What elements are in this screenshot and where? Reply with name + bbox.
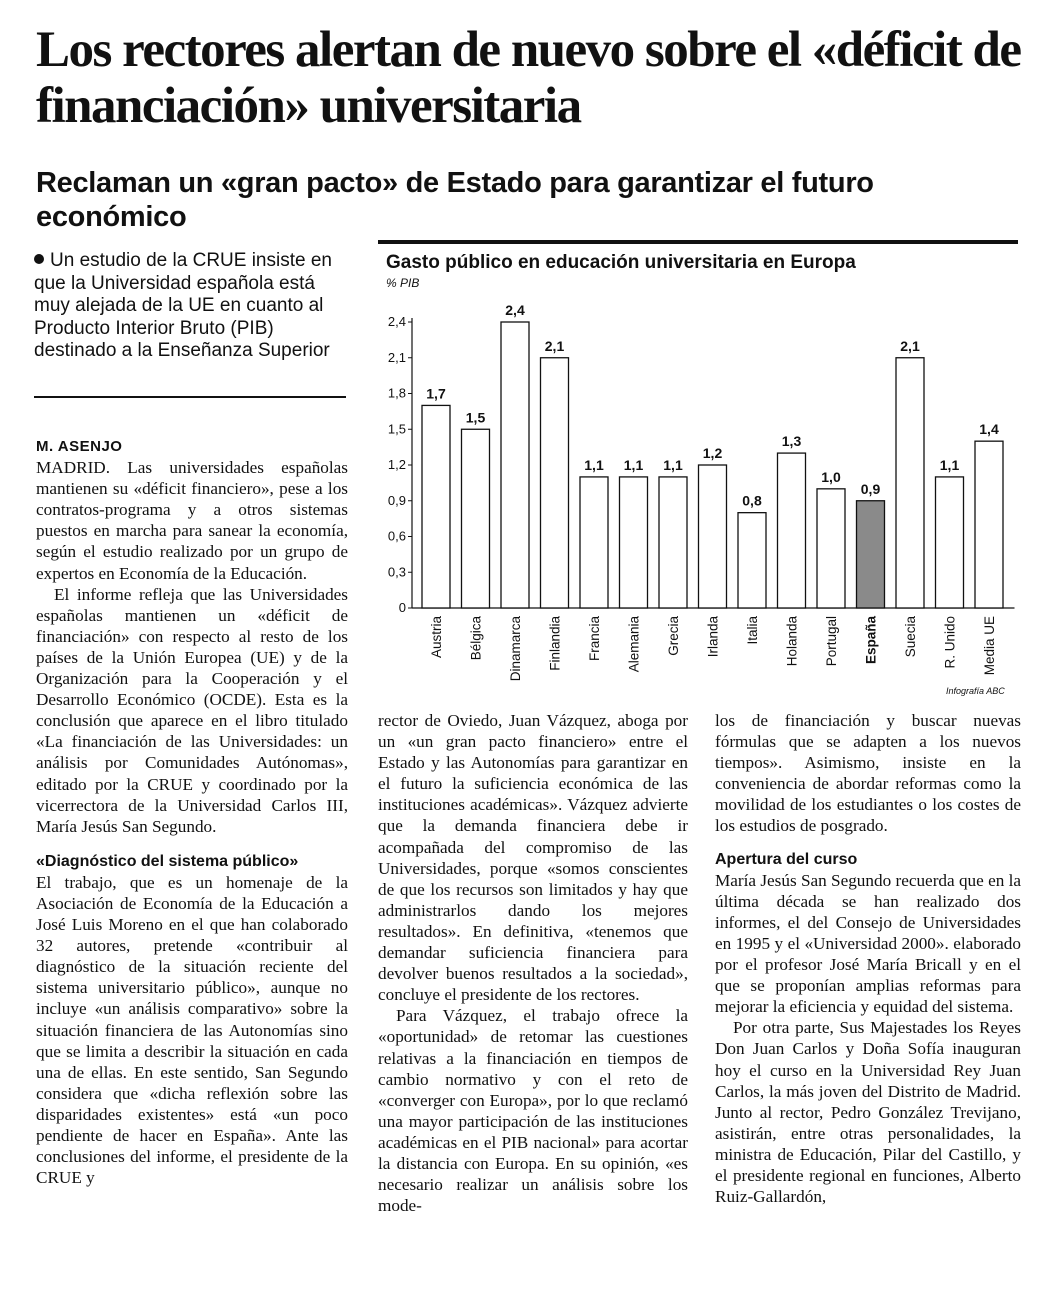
data-label: 1,2 — [702, 445, 723, 461]
data-label: 1,5 — [465, 409, 486, 426]
x-tick-label: R. Unido — [942, 616, 958, 669]
paragraph: rector de Oviedo, Juan Vázquez, aboga por un «un gran pacto financiero» entre el Estado y las Autonomías para garantizar en el futuro la suficiencia económica de las instituciones académicas». Vázquez advierte que la demanda financiera debe ir acompañada del compromiso de las Universidades, porque «somos conscientes de que los recursos son limitados y hay que administrarlos dando los mejores resultados». En definitiva, «tenemos que demandar suficiencia financiera para devolver buenos resultados a la sociedad», concluye el presidente de los rectores. — [378, 711, 688, 1005]
data-label: 1,0 — [821, 468, 841, 485]
x-tick-label: Grecia — [666, 616, 681, 656]
data-label: 1,1 — [623, 456, 644, 473]
x-tick-label: Dinamarca — [508, 616, 523, 682]
bar — [501, 322, 529, 608]
lead-text: Un estudio de la CRUE insiste en que la Universidad española está muy alejada de la UE en cuanto al Producto Interior Bruto (PIB) destinado a la Enseñanza Superior — [34, 250, 332, 362]
y-tick-label: 0,6 — [387, 528, 406, 544]
y-tick-label: 1,5 — [387, 421, 406, 437]
data-label: 2,1 — [544, 337, 565, 354]
bar — [936, 477, 964, 608]
x-tick-label: Portugal — [824, 616, 839, 667]
data-label: 2,4 — [505, 302, 525, 318]
x-tick-label: Irlanda — [705, 616, 721, 658]
data-label: 0,8 — [742, 492, 762, 509]
paragraph: Por otra parte, Sus Majestades los Reyes Don Juan Carlos y Doña Sofía inauguran hoy el curso en la Universidad Rey Juan Carlos, la más joven del Distrito de Madrid. Junto al rector, Pedro González Trevijano, asistirán, entre otras personalidades, la ministra de Educación, Pilar del Castillo, y el presidente regional en funciones, Alberto Ruiz-Gallardón, — [715, 1018, 1021, 1207]
headline: Los rectores alertan de nuevo sobre el «déficit de financiación» universitaria — [36, 22, 1021, 134]
section-heading-apertura: Apertura del curso — [715, 850, 858, 868]
x-tick-label: Bélgica — [468, 616, 484, 661]
subheadline: Reclaman un «gran pacto» de Estado para garantizar el futuro económico — [36, 167, 874, 233]
data-label: 0,9 — [860, 480, 881, 497]
y-tick-label: 0 — [398, 600, 406, 615]
bar — [975, 441, 1003, 608]
data-label: 1,1 — [939, 456, 960, 473]
chart-top-rule — [378, 240, 1018, 244]
bar — [699, 465, 727, 608]
bar — [580, 477, 608, 608]
bar-chart — [370, 290, 1020, 700]
bar — [817, 489, 845, 608]
x-tick-label: Francia — [587, 616, 602, 662]
x-tick-label: Italia — [745, 616, 760, 645]
bar — [422, 405, 450, 608]
x-tick-label: Finlandia — [547, 616, 563, 671]
y-tick-label: 0,3 — [387, 564, 406, 580]
paragraph: los de financiación y buscar nuevas fórmulas que se adapten a los nuevos tiempos». Asimismo, insiste en la conveniencia de abordar reformas como la movilidad de los estudiantes o los costes de los estudios de posgrado. — [715, 711, 1021, 836]
data-label: 1,7 — [426, 385, 446, 402]
data-label: 1,1 — [584, 456, 604, 473]
data-label: 1,4 — [979, 421, 999, 438]
bar — [896, 358, 924, 608]
byline: M. ASENJO — [36, 438, 123, 455]
x-tick-label: Suecia — [903, 616, 918, 658]
data-label: 1,3 — [781, 433, 802, 450]
column-1 — [36, 436, 348, 1188]
bullet-icon — [34, 254, 44, 264]
bar — [462, 429, 490, 608]
column-2 — [378, 710, 688, 1216]
bar — [738, 513, 766, 608]
lead-divider — [34, 396, 346, 398]
bar — [541, 358, 569, 608]
data-label: 2,1 — [900, 337, 920, 354]
x-tick-label: Media UE — [982, 616, 997, 676]
x-tick-label: España — [863, 616, 879, 665]
column-3 — [715, 710, 1021, 1207]
bar — [620, 477, 648, 608]
y-tick-label: 1,8 — [387, 385, 406, 401]
chart-credit: Infografía ABC — [946, 686, 1005, 696]
y-tick-label: 1,2 — [387, 457, 406, 472]
x-tick-label: Alemania — [626, 616, 642, 673]
bar — [857, 501, 885, 608]
paragraph: Para Vázquez, el trabajo ofrece la «oportunidad» de retomar las cuestiones relativas a la financiación en tiempos de cambio normativo y con el reto de «converger con Europa», por lo que reclamó una mayor participación de las instituciones académicas en el PIB nacional» para acortar la distancia con Europa. En su opinión, «es necesario realizar un análisis sobre los mode- — [378, 1006, 688, 1216]
paragraph: El trabajo, que es un homenaje de la Asociación de Economía de la Educación a José Luis Moreno en el que han colaborado 32 autores, pretende «contribuir al diagnóstico de la situación reciente del sistema universitario público», aunque no incluye «un análisis comparativo» sobre la situación financiera de las Autonomías sino que se limita a describir la situación en cada una de ellas. En este sentido, San Segundo considera que «dicha reflexión sobre las disparidades existentes» está «un poco pendiente de hacer en España». Ante las conclusiones del informe, el presidente de la CRUE y — [36, 872, 348, 1188]
paragraph: María Jesús San Segundo recuerda que en la última década se han realizado dos informes, el del Consejo de Universidades en 1995 y el «Universidad 2000». elaborado por el profesor José María Bricall y en el que se proponían amplias reformas para mejorar la eficiencia y equidad del sistema. — [715, 870, 1021, 1017]
y-tick-label: 2,1 — [387, 349, 406, 365]
bar — [659, 477, 687, 608]
x-tick-label: Holanda — [784, 616, 800, 667]
chart-unit-label: % PIB — [386, 276, 420, 290]
chart-title: Gasto público en educación universitaria en Europa — [386, 252, 856, 273]
lead-summary — [34, 250, 346, 363]
paragraph: El informe refleja que las Universidades españolas mantienen un «déficit de financiación» con respecto al resto de los países de la Unión Europea (UE) y de la Organización para la Cooperación y el Desarrollo Económico (OCDE). Esta es la conclusión que aparece en el libro titulado «La financiación de las Universidades: un análisis por Comunidades Autónomas», editado por la CRUE y coordinado por la vicerrectora de la Universidad Carlos III, María Jesús San Segundo. — [36, 584, 348, 836]
bar — [778, 453, 806, 608]
paragraph: MADRID. Las universidades españolas mantienen su «déficit financiero», pese a los contratos-programa y a otros sistemas puestos en marcha para sanear la economía, según el estudio realizado por un grupo de expertos en Economía de la Educación. — [36, 458, 348, 583]
x-tick-label: Austria — [429, 616, 444, 659]
data-label: 1,1 — [663, 456, 683, 473]
y-tick-label: 0,9 — [387, 492, 406, 508]
section-heading-diagnostico: «Diagnóstico del sistema público» — [36, 852, 299, 870]
y-tick-label: 2,4 — [387, 314, 406, 329]
